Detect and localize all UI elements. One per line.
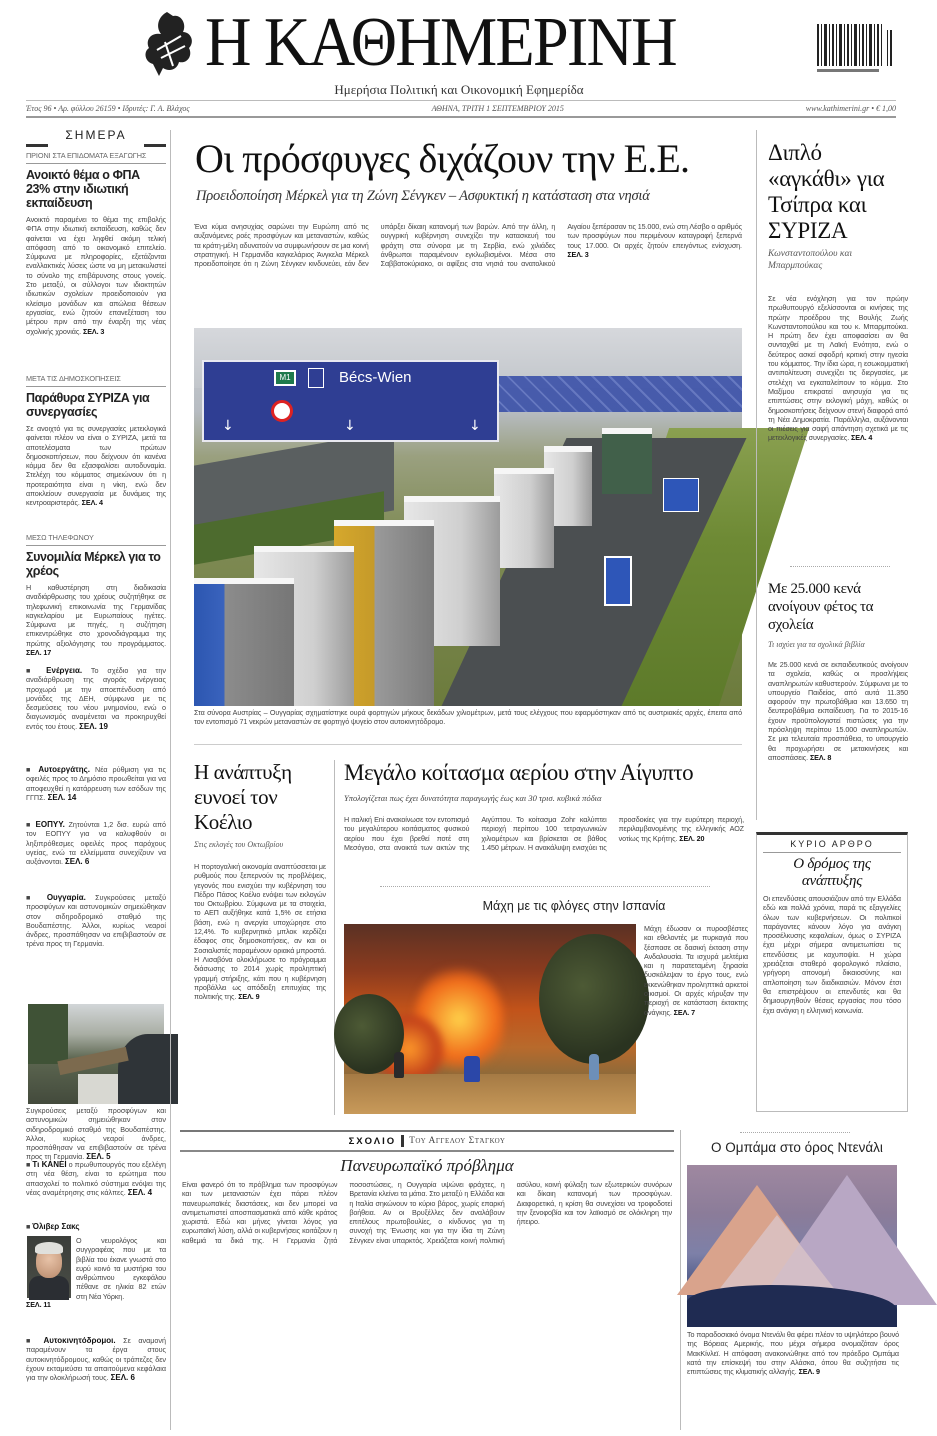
arrow-down-icon: ↓ (222, 418, 234, 434)
story-kicker: ΜΕΤΑ ΤΙΣ ΔΗΜΟΣΚΟΠΗΣΕΙΣ (26, 371, 166, 387)
photo-ground (344, 1074, 636, 1114)
fire-body: Μάχη έδωσαν οι πυροσβέστες και εθελοντές με πυρκαγιά που ξέσπασε σε δασική έκταση στην Ανδαλουσία. Τα ισχυρά μελτέμια και η παρατεταμένη ξηρασία δυσκόλεψαν το έργο τους, ενώ εκκενώθηκαν προληπτικά αρκετοί οικισμοί. Οι αρχές κήρυξαν την περιοχή σε κατάσταση έκτακτης ανάγκης. ΣΕΛ. 7 (644, 924, 748, 1017)
barcode-icon (815, 20, 895, 76)
scholio-kicker: ΣΧΟΛΙΟ (348, 1135, 397, 1147)
fire-photo (344, 924, 636, 1114)
protest-caption: Συγκρούσεις μεταξύ προσφύγων και αστυνομικών σημειώθηκαν στον σιδηροδρομικό σταθμό της Βουδαπέστης. Άλλοι, κυρίως νεαροί άνδρες, προσπάθησαν να επιβιβαστούν σε τρένα προς τη Γερμανία. ΣΕΛ. 5 (26, 1106, 166, 1162)
brief-item[interactable]: ■ ΕΟΠΥΥ. Ζητούνται 1,2 δισ. ευρώ από τον ΕΟΠΥΥ για να καλυφθούν οι ληξιπρόθεσμες οφειλές προς παρόχους υγείας, ενώ τα ελλείμματα συνεχίζουν να αυξάνονται. ΣΕΛ. 6 (26, 820, 167, 867)
protest-photo (28, 1004, 164, 1104)
story-headline[interactable]: Ανοικτό θέμα ο ΦΠΑ 23% στην ιδιωτική εκπαίδευση (26, 168, 140, 210)
obama-headline[interactable]: Ο Ομπάμα στο όρος Ντενάλι (711, 1140, 883, 1155)
scholio-author: Του Αγγελου Στάγκου (409, 1136, 506, 1146)
syriza-byline: Κωνσταντοπούλου και Μπαρμπούκας (768, 249, 853, 271)
date-info: ΑΘΗΝΑ, ΤΡΙΤΗ 1 ΣΕΠΤΕΜΒΡΙΟΥ 2015 (431, 104, 564, 113)
story-kicker: ΜΕΣΩ ΤΗΛΕΦΩΝΟΥ (26, 530, 166, 546)
info-bar (26, 100, 896, 118)
brief-item-body: Ο νευρολόγος και συγγραφέας που με τα βιβλία του έκανε γνωστά στο ευρύ κοινό τα μυστήρια του ανθρώπινου εγκεφάλου πέθανε σε ηλικία 82 ετών στη Νέα Υόρκη. (76, 1236, 166, 1301)
dotted-divider (740, 1132, 850, 1133)
photo-person (464, 1056, 480, 1082)
editorial-title: Ο δρόμος της ανάπτυξης (793, 856, 871, 889)
syriza-body: Σε νέα ενόχληση για τον πρώην πρωθυπουργό εξελίσσονται οι κινήσεις της πρώην προέδρου της Βουλής Ζωής Κωνσταντοπούλου και του κ. Μπαρμπούκα. Η πρώτη δεν έχει αποφασίσει αν θα συνταχθεί με τη Λαϊκή Ενότητα, ενώ ο δεύτερος ασκεί σφοδρή κριτική στην ηγεσία του κόμματος. Την ίδια ώρα, η εσωκομματική αντιπολίτευση συνεχίζει τις διεργασίες, με στελέχη να εγκαταλείπουν το κόμμα. Στο Μαξίμου επικρατεί ανησυχία για τις επιπτώσεις στην εκλογική μάχη, καθώς οι δημοσκοπήσεις δείχνουν στενή διαφορά από τη Νέα Δημοκρατία. Παράλληλα, αυξάνονται οι πιέσεις για σαφή απάντηση σχετικά με τις μετεκλογικές συνεργασίες. ΣΕΛ. 4 (768, 294, 908, 443)
portrait-photo (27, 1236, 71, 1298)
photo-sign-small (604, 556, 632, 606)
koelio-headline[interactable]: Η ανάπτυξη ευνοεί τον Κοέλιο (194, 760, 292, 834)
lead-headline[interactable]: Οι πρόσφυγες διχάζουν την Ε.Ε. (195, 136, 690, 181)
issue-info: Έτος 96 • Αρ. φύλλου 26159 • Ιδρυτές: Γ. Α. Βλάχος (26, 104, 190, 113)
separator-bar (401, 1135, 404, 1147)
koelio-deck: Στις εκλογές του Οκτωβρίου (194, 840, 284, 849)
left-column-header: ΣΗΜΕΡΑ (26, 128, 166, 148)
photo-hair (35, 1242, 63, 1254)
schools-deck: Τι ισχύει για τα σχολικά βιβλία (768, 640, 865, 649)
brief-item[interactable]: ■ Αυτοκινητόδρομοι. Σε αναμονή παραμένουν τα έργα στους αυτοκινητόδρομους, καθώς οι τράπεζες δεν έχουν εκταμιεύσει τα απαιτούμενα κεφάλαια για την ολοκλήρωσή τους. ΣΕΛ. 6 (26, 1336, 166, 1383)
egypt-deck: Υπολογίζεται πως έχει δυνατότητα παραγωγής έως και 30 τρισ. κυβικά πόδια (344, 793, 602, 803)
photo-tree (539, 934, 649, 1064)
column-divider (756, 130, 757, 820)
photo-shield (118, 1034, 178, 1104)
brief-item[interactable]: ■ Αυτοεργάτης. Νέα ρύθμιση για τις οφειλές προς το Δημόσιο προωθείται για να αποφευχθεί η κατάρρευση των εσόδων της ΓΓΠΣ. ΣΕΛ. 14 (26, 765, 166, 802)
left-story[interactable] (26, 371, 166, 524)
column-divider (170, 130, 171, 1430)
photo-person (589, 1054, 599, 1080)
website-price: www.kathimerini.gr • € 1,00 (805, 104, 896, 113)
route-badge: M1 (274, 370, 296, 386)
photo-sign-small (663, 478, 699, 512)
photo-truck (602, 428, 652, 494)
photo-sign-bigsign (202, 360, 499, 442)
story-kicker: ΠΡΙΟΝΙ ΣΤΑ ΕΠΙΔΟΜΑΤΑ ΕΞΑΓΩΓΗΣ (26, 148, 166, 164)
left-column (26, 128, 167, 949)
left-story[interactable] (26, 530, 166, 659)
story-body: Η καθυστέρηση στη διαδικασία αναδιάρθρωσης του χρέους συζητήθηκε σε τηλεφωνική επικοινωνία της Γερμανίδας καγκελαρίου με Ευρωπαίους ηγέτες. Σύμφωνα με πηγές, η συζήτηση επικεντρώθηκε στο χρονοδιάγραμμα της πρώτης αξιολόγησης του προγράμματος. ΣΕΛ. 17 (26, 583, 166, 658)
column-divider (334, 760, 335, 1115)
photo-person (394, 1052, 404, 1078)
schools-headline[interactable]: Με 25.000 κενά ανοίγουν φέτος τα σχολεία (768, 581, 874, 633)
photo-truck (194, 578, 294, 706)
lead-photo-caption: Στα σύνορα Αυστρίας – Ουγγαρίας σχηματίστηκε ουρά φορτηγών μήκους δεκάδων χιλιομέτρων, μετά τους ελέγχους που εφαρμόστηκαν από τις αυστριακές αρχές, έπειτα από τον εντοπισμό 71 νεκρών μεταναστών σε φορτηγό ψυγείο στον αυτοκινητόδρομο. (194, 708, 742, 727)
masthead-subtitle: Ημερήσια Πολιτική και Οικονομική Εφημερίδα (334, 82, 584, 97)
dotted-divider (790, 566, 890, 567)
brief-item-body-cont: ΣΕΛ. 11 (26, 1300, 51, 1309)
egypt-headline[interactable]: Μεγάλο κοίτασμα αερίου στην Αίγυπτο (344, 760, 694, 785)
photo-ground (78, 1074, 118, 1104)
story-body: Σε ανοιχτό για τις συνεργασίες μετεκλογικά φαίνεται πλέον να είναι ο ΣΥΡΙΖΑ, μετά τα αποτελέσματα των πρώτων δημοσκοπήσεων, που δείχνουν ότι κανένα κόμμα δεν θα εξασφαλίσει αυτοδυναμία. Στελέχη του κόμματος σημειώνουν ότι η προτεραιότητα είναι η νίκη, ενώ δεν αποκλείουν συνεργασία με δυνάμεις της κεντροαριστεράς. ΣΕΛ. 4 (26, 424, 166, 508)
sign-destination: Bécs-Wien (339, 369, 412, 386)
fire-headline[interactable]: Μάχη με τις φλόγες στην Ισπανία (482, 899, 666, 913)
lead-body: Ένα κύμα ανησυχίας σαρώνει την Ευρώπη από τις αυξανόμενες ροές προσφύγων και μεταναστών, καθώς τα κράτη-μέλη αδυνατούν να συμφωνήσουν σε μια κοινή στρατηγική. Η Γερμανίδα καγκελάριος Άνγκελα Μέρκελ προειδοποίησε ότι η Ζώνη Σένγκεν κινδυνεύει, εάν δεν υπάρξει δίκαιη κατανομή των βαρών. Από την άλλη, η ουγγρική κυβέρνηση συνεχίζει την κατασκευή του φράχτη στα σύνορα με τη Σερβία, ενώ χιλιάδες άνθρωποι παραμένουν εγκλωβισμένοι. Μέσα στο Σαββατοκύριακο, οι αφίξεις στα νησιά του ανατολικού Αιγαίου ξεπέρασαν τις 15.000, ενώ στη Λέσβο ο αριθμός των προσφύγων που περιμένουν καταγραφή ξεπερνά τους 17.000. Οι αρχές ζητούν επειγόντως ενίσχυση. ΣΕΛ. 3 (194, 222, 742, 269)
header-bar-left (26, 144, 48, 147)
header-bar-right (144, 144, 166, 147)
brief-item[interactable]: ■ Ενέργεια. Το σχέδιο για την αναδιάρθρωση της αγοράς ενέργειας προχωρά με την αποεπένδυση από μονάδες της ΔΕΗ, σύμφωνα με τις δεσμεύσεις του νέου μνημονίου, ενώ ο διαγωνισμός αναμένεται να προκηρυχθεί εντός του έτους. ΣΕΛ. 19 (26, 666, 166, 731)
egypt-body: Η ιταλική Eni ανακοίνωσε τον εντοπισμό του μεγαλύτερου κοιτάσματος φυσικού αερίου που έχει βρεθεί ποτέ στη Μεσόγειο, στα ανοικτά των ακτών της Αιγύπτου. Το κοίτασμα Zohr καλύπτει περιοχή περίπου 100 τετραγωνικών χιλιομέτρων και βρίσκεται σε βάθος 1.450 μέτρων. Η ανακάλυψη ενισχύει τις προσδοκίες για την ευρύτερη περιοχή, περιλαμβανομένης της ελληνικής ΑΟΖ νοτίως της Κρήτης. ΣΕΛ. 20 (344, 815, 744, 852)
arrow-down-icon: ↓ (469, 418, 481, 434)
no-cars-icon (271, 400, 293, 422)
obama-caption: Το παραδοσιακό όνομα Ντενάλι θα φέρει πλέον το υψηλότερο βουνό της Βόρειας Αμερικής, που μέχρι σήμερα ονομαζόταν όρος ΜακΚίνλεϊ. Η απόφαση ανακοινώθηκε από τον πρόεδρο Ομπάμα κατά την επίσκεψή του στην Αλάσκα, όπου θα συζητήσει τις επιπτώσεις της κλιματικής αλλαγής. ΣΕΛ. 9 (687, 1330, 899, 1377)
masthead-title: Η ΚΑΘΗΜΕΡΙΝΗ (205, 4, 676, 81)
left-story[interactable] (26, 148, 166, 365)
photo-coat (29, 1276, 69, 1300)
denali-photo (687, 1165, 897, 1327)
editorial-box[interactable] (756, 832, 908, 1112)
editorial-kicker: ΚΥΡΙΟ ΑΡΘΡΟ (763, 839, 901, 853)
section-divider (194, 744, 742, 745)
lead-deck: Προειδοποίηση Μέρκελ για τη Ζώνη Σένγκεν – Ασφυκτική η κατάσταση στα νησιά (196, 188, 650, 204)
story-headline[interactable]: Παράθυρα ΣΥΡΙΖΑ για συνεργασίες (26, 391, 150, 419)
arrow-down-icon: ↓ (344, 418, 356, 434)
brief-item[interactable]: ■ Τι ΚΑΝΕΙ ο πρωθυπουργός που εξελέγη στη νέα θέση, είναι το ερώτημα που απασχολεί το πολιτικό σύστημα ενόψει της νέας αναμέτρησης στις κάλπες. ΣΕΛ. 4 (26, 1160, 167, 1197)
scholio-header (180, 1130, 674, 1152)
koelio-body: Η πορτογαλική οικονομία αναπτύσσεται με ρυθμούς που ξεπερνούν τις προβλέψεις, γεγονός που ενισχύει την κυβέρνηση του Πέδρο Πάσος Κοέλιο ενόψει των εκλογών του Οκτωβρίου. Σύμφωνα με τα στοιχεία, το ΑΕΠ αυξήθηκε κατά 1,5% σε ετήσια βάση, ενώ η ανεργία υποχώρησε στο 12,4%. Το κυβερνητικό μπλοκ κερδίζει έδαφος στις δημοσκοπήσεις, αν και οι Σοσιαλιστές παραμένουν οριακά μπροστά. Η Λισαβόνα ολοκλήρωσε το πρόγραμμα διάσωσης το 2014 χωρίς προληπτική γραμμή στήριξης, κάτι που η κυβέρνηση προβάλλει ως απόδειξη επιτυχίας της πολιτικής της. ΣΕΛ. 9 (194, 862, 326, 1002)
dotted-divider (380, 886, 710, 887)
scholio-title[interactable]: Πανευρωπαϊκό πρόβλημα (340, 1156, 514, 1175)
photo-truck (494, 468, 554, 568)
story-headline[interactable]: Συνομιλία Μέρκελ για το χρέος (26, 550, 161, 578)
brief-item-lead[interactable]: ■ Όλιβερ Σακς (26, 1222, 80, 1231)
brief-item[interactable]: ■ Ουγγαρία. Συγκρούσεις μεταξύ προσφύγων και αστυνομικών σημειώθηκαν στον σιδηροδρομικό σταθμό της Βουδαπέστης. Άλλοι, κυρίως νεαροί άνδρες, προσπάθησαν να επιβιβαστούν σε τρένα προς τη Γερμανία. (26, 893, 166, 949)
syriza-headline[interactable]: Διπλό «αγκάθι» για Τσίπρα και ΣΥΡΙΖΑ (768, 140, 885, 243)
motorway-icon (308, 368, 324, 388)
scholio-body: Είναι φανερό ότι το πρόβλημα των προσφύγων και των μεταναστών έχει πάρει πλέον πανευρωπαϊκές διαστάσεις, και δεν μπορεί να αντιμετωπιστεί αποσπασματικά από κάθε κράτος χωριστά. Εδώ και μήνες γίνεται λόγος για ευρωπαϊκή λύση, αλλά οι κυβερνήσεις κοιτάζουν η καθεμιά τα δικά της. Η Γερμανία ζητά ποσοστώσεις, η Ουγγαρία υψώνει φράχτες, η Βρετανία κλείνει τα μάτια. Στο μεταξύ η Ελλάδα και η Ιταλία σηκώνουν το κύριο βάρος, χωρίς επαρκή βοήθεια. Αν οι Βρυξέλλες δεν αναλάβουν επιτέλους πρωτοβουλίες, ο κίνδυνος για τη συνοχή της Ένωσης και για την ίδια τη Ζώνη Σένγκεν είναι υπαρκτός. Χρειάζεται κοινή πολιτική ασύλου, κοινή φύλαξη των εξωτερικών συνόρων και δίκαιη κατανομή των προσφύγων. Διαφορετικά, η κρίση θα συνεχίσει να τροφοδοτεί την ξενοφοβία και τον λαϊκισμό σε ολόκληρη την ήπειρο. (182, 1180, 672, 1245)
story-body: Ανοικτό παραμένει το θέμα της επιβολής ΦΠΑ στην ιδιωτική εκπαίδευση, καθώς δεν φαίνεται να έχει ληφθεί ακόμη τελική απόφαση από το οικονομικό επιτελείο. Σύμφωνα με πληροφορίες, εξετάζονται εναλλακτικές λύσεις ώστε να μη μετακυλιστεί το σύνολο της επιβάρυνσης στους γονείς. Στο μεταξύ, οι σύλλογοι των ιδιοκτητών ιδιωτικών σχολείων προειδοποιούν για κλείσιμο μονάδων και απώλεια θέσεων εργασίας, ενώ ζητούν επανεξέταση του μέτρου πριν από την έναρξη της νέας σχολικής χρονιάς. ΣΕΛ. 3 (26, 215, 166, 336)
photo-tree (28, 1004, 68, 1064)
editorial-body: Οι επενδύσεις απουσιάζουν από την Ελλάδα εδώ και πολλά χρόνια, παρά τις εξαγγελίες όλων των κυβερνήσεων. Οι πολιτικοί παράγοντες κάνουν λόγο για ανάγκη προσέλκυσης κεφαλαίων, όμως ο ΣΥΡΙΖΑ έχει μέχρι σήμερα αντιμετωπίσει τις επενδύσεις με καχυποψία. Η χώρα χρειάζεται σταθερό φορολογικό πλαίσιο, γρήγορη απονομή δικαιοσύνης και απλοποίηση των διαδικασιών. Μόνον έτσι θα επιστρέψουν οι επενδυτές και θα δημιουργηθούν θέσεις εργασίας που τόσο έχει ανάγκη η ελληνική κοινωνία. (763, 894, 901, 1015)
photo-gantry-sign (494, 376, 742, 412)
masthead-logo-icon (137, 6, 201, 82)
lead-photo-trucks (194, 328, 742, 706)
schools-body: Με 25.000 κενά σε εκπαιδευτικούς ανοίγουν τα σχολεία, καθώς οι προσλήψεις αναπληρωτών καθυστερούν. Σύμφωνα με το υπουργείο Παιδείας, από αυτά 11.350 αφορούν την πρωτοβάθμια και 13.650 τη δευτεροβάθμια εκπαίδευση. Για το 2015-16 έχουν προϋπολογιστεί πιστώσεις για την πρόσληψη περίπου 15.000 αναπληρωτών. Σε μια τελευταία προσπάθεια, το υπουργείο θα προχωρήσει σε μετακινήσεις και αποσπάσεις. ΣΕΛ. 8 (768, 660, 908, 762)
